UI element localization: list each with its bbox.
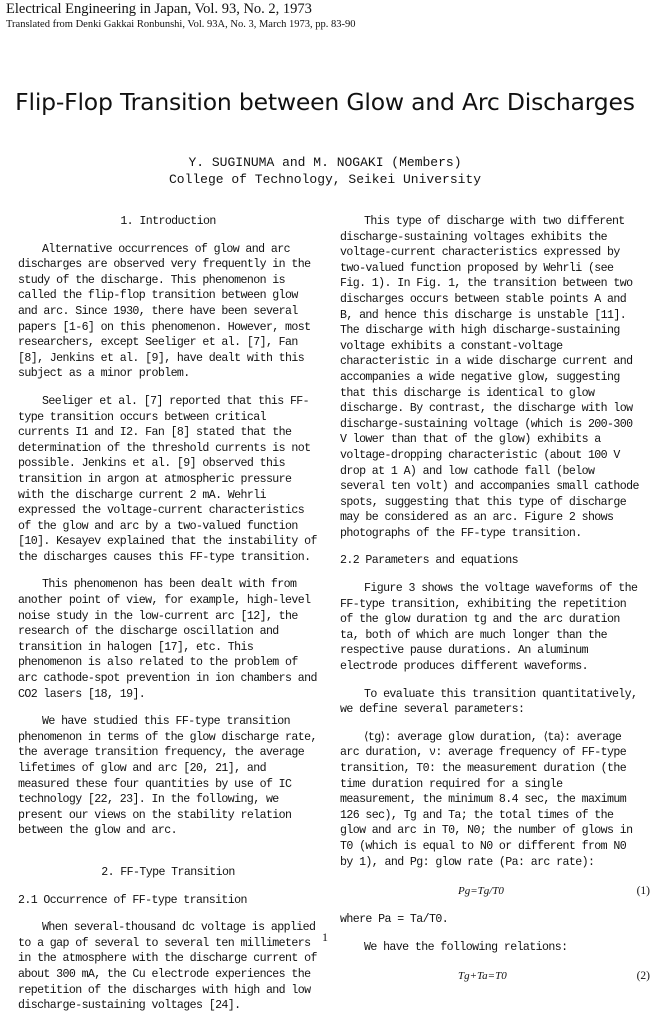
section-2-1-heading: 2.1 Occurrence of FF-type transition	[18, 893, 247, 907]
section-2-2-heading: 2.2 Parameters and equations	[340, 554, 519, 568]
intro-paragraph-3: This phenomenon has been dealt with from another point of view, for example, high-level noise study in the low-current arc [12], the research of the discharge oscillation and transition in halogen [17], etc. This phenomenon is also related to the problem of arc cathode-spot prevention in ion chambers and CO2 lasers [18, 19].	[18, 578, 317, 701]
body-paragraph-2: Figure 3 shows the voltage waveforms of the FF-type transition, exhibiting the repetition of the glow duration tg and the arc duration ta, both of which are much longer than the respective pause durations. An aluminum electrode produces different waveforms.	[340, 582, 638, 674]
author-affiliation: College of Technology, Seikei University	[168, 172, 482, 187]
running-header	[6, 0, 636, 32]
journal-citation: Electrical Engineering in Japan, Vol. 93, No. 2, 1973	[6, 1, 312, 17]
section-2-1-paragraph: When several-thousand dc voltage is applied to a gap of several to several ten millimeters in the atmosphere with the discharge current of about 300 mA, the Cu electrode experiences the repetition of the discharges with high and low discharge-sustaining voltages [24].	[18, 921, 317, 1013]
author-names: Y. SUGINUMA and M. NOGAKI (Members)	[188, 155, 462, 170]
equation-2-expression: Tg+Ta=T0	[458, 970, 507, 983]
intro-paragraph-2: Seeliger et al. [7] reported that this FF-type transition occurs between critical currents I1 and I2. Fan [8] stated that the determination of the threshold currents is not possible. Jenkins et al. [9] observed this transition in argon at atmospheric pressure with the discharge current 2 mA. Wehrli expressed the voltage-current characteristics of the glow and arc by a two-valued function [10]. Kesayev explained that the instability of the discharges causes this FF-type transition.	[18, 394, 317, 564]
left-column	[18, 214, 318, 1026]
relations-intro: We have the following relations:	[364, 940, 568, 954]
body-paragraph-1: This type of discharge with two different discharge-sustaining voltages exhibits the voltage-current characteristics expressed by two-valued function proposed by Wehrli (see Fig. 1). In Fig. 1, the transition between two discharges occurs between stable points A and B, and hence this discharge is unstable [11]. The discharge with high discharge-sustaining voltage exhibits a constant-voltage characteristic in a wide discharge current and accompanies a wide negative glow, suggesting that this discharge is identical to glow discharge. By contrast, the discharge with low discharge-sustaining voltage (which is 200-300 V lower than that of the glow) exhibits a voltage-dropping characteristic (about 100 V drop at 1 A) and low cathode fall (below several ten volt) and accompanies small cathode spots, suggesting that this type of discharge may be considered as an arc. Figure 2 shows photographs of the FF-type transition.	[340, 215, 639, 540]
paper-title: Flip-Flop Transition between Glow and Arc Discharges	[15, 88, 635, 116]
equation-1	[340, 882, 650, 902]
body-paragraph-3: To evaluate this transition quantitatively, we define several parameters:	[340, 687, 638, 717]
equation-1-where: where Pa = Ta/T0.	[340, 913, 449, 927]
intro-paragraph-1: Alternative occurrences of glow and arc discharges are observed very frequently in the study of the discharge. This phenomenon is called the flip-flop transition between glow and arc. Since 1930, there have been several papers [1-6] on this phenomenon. However, most researchers, except Seeliger et al. [7], Fan [8], Jenkins et al. [9], have dealt with this subject as a minor problem.	[18, 242, 311, 381]
equation-1-expression: Pg=Tg/T0	[458, 885, 504, 898]
translation-note: Translated from Denki Gakkai Ronbunshi, Vol. 93A, No. 3, March 1973, pp. 83-90	[6, 19, 356, 30]
equation-2	[340, 967, 650, 987]
equation-2-number: (2)	[636, 970, 650, 983]
equation-1-number: (1)	[636, 885, 650, 898]
parameter-definitions: ⟨tg⟩: average glow duration, ⟨ta⟩: average arc duration, ν: average frequency of FF-type transition, T0: the measurement duration (the time duration required for a single measurement, the minimum 8.4 sec, the maximum 126 sec), Tg and Ta; the total times of the glow and arc in T0, N0; the number of glows in T0 (which is equal to N0 or different from N0 by 1), and Pg: glow rate (Pa: arc rate):	[340, 730, 633, 869]
page-number: 1	[322, 930, 328, 944]
author-block	[0, 154, 650, 188]
right-column	[340, 214, 650, 997]
section-1-heading: 1. Introduction	[120, 215, 216, 228]
intro-paragraph-4: We have studied this FF-type transition phenomenon in terms of the glow discharge rate, the average transition frequency, the average lifetimes of glow and arc [20, 21], and measured these four quantities by use of IC technology [22, 23]. In the following, we present our views on the stability relation between the glow and arc.	[18, 715, 317, 838]
section-2-heading: 2. FF-Type Transition	[101, 865, 235, 879]
